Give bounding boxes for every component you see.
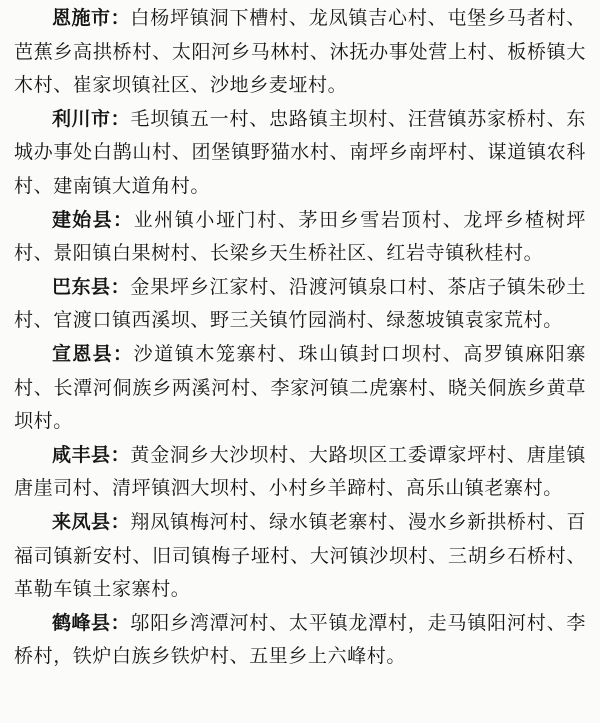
colon: ： — [110, 443, 131, 466]
colon: ： — [110, 107, 131, 130]
colon: ： — [112, 208, 134, 231]
village-list: 毛坝镇五一村、忠路镇主坝村、汪营镇苏家桥村、东城办事处白鹊山村、团堡镇野猫水村、南坪乡南坪村、谋道镇农科村、建南镇大道角村。 — [14, 107, 586, 197]
village-list: 翔凤镇梅河村、绿水镇老寨村、漫水乡新拱桥村、百福司镇新安村、旧司镇梅子垭村、大河镇沙坝村、三胡乡石桥村、革勒车镇土家寨村。 — [14, 510, 586, 601]
village-list: 白杨坪镇洞下槽村、龙凤镇吉心村、屯堡乡马者村、芭蕉乡高拱桥村、太阳河乡马林村、沐抚办事处营上村、板桥镇大木村、崔家坝镇社区、沙地乡麦垭村。 — [14, 7, 586, 97]
paragraph-laifeng — [14, 506, 586, 607]
paragraph-enshi — [14, 2, 586, 103]
paragraph-badong — [14, 271, 586, 338]
colon: ： — [110, 275, 131, 298]
paragraph-jianshi — [14, 204, 586, 271]
village-list: 金果坪乡江家村、沿渡河镇泉口村、茶店子镇朱砂土村、官渡口镇西溪坝、野三关镇竹园淌村、绿葱坡镇袁家荒村。 — [14, 275, 586, 332]
county-name: 来凤县 — [52, 510, 111, 533]
colon: ： — [110, 611, 131, 634]
paragraph-xuanen — [14, 338, 586, 439]
county-name: 利川市 — [52, 107, 111, 130]
village-list: 黄金洞乡大沙坝村、大路坝区工委谭家坪村、唐崖镇唐崖司村、清坪镇泗大坝村、小村乡羊蹄村、高乐山镇老寨村。 — [14, 443, 586, 500]
paragraph-hefeng — [14, 607, 586, 674]
colon: ： — [110, 510, 131, 533]
county-name: 恩施市 — [52, 7, 111, 29]
colon: ： — [110, 7, 131, 29]
county-name: 鹤峰县 — [52, 611, 111, 634]
village-list: 邬阳乡湾潭河村、太平镇龙潭村，走马镇阳河村、李桥村，铁炉白族乡铁炉村、五里乡上六峰村。 — [14, 611, 586, 668]
village-list: 业州镇小垭门村、茅田乡雪岩顶村、龙坪乡楂树坪村、景阳镇白果树村、长梁乡天生桥社区、红岩寺镇秋桂村。 — [14, 208, 586, 265]
county-name: 巴东县 — [52, 275, 111, 298]
paragraph-xianfeng — [14, 439, 586, 506]
county-name: 宣恩县 — [52, 342, 113, 365]
village-list: 沙道镇木笼寨村、珠山镇封口坝村、高罗镇麻阳寨村、长潭河侗族乡两溪河村、李家河镇二虎寨村、晓关侗族乡黄草坝村。 — [14, 342, 586, 433]
county-name: 咸丰县 — [52, 443, 111, 466]
colon: ： — [112, 342, 134, 365]
county-name: 建始县 — [52, 208, 113, 231]
paragraph-lichuan — [14, 103, 586, 204]
